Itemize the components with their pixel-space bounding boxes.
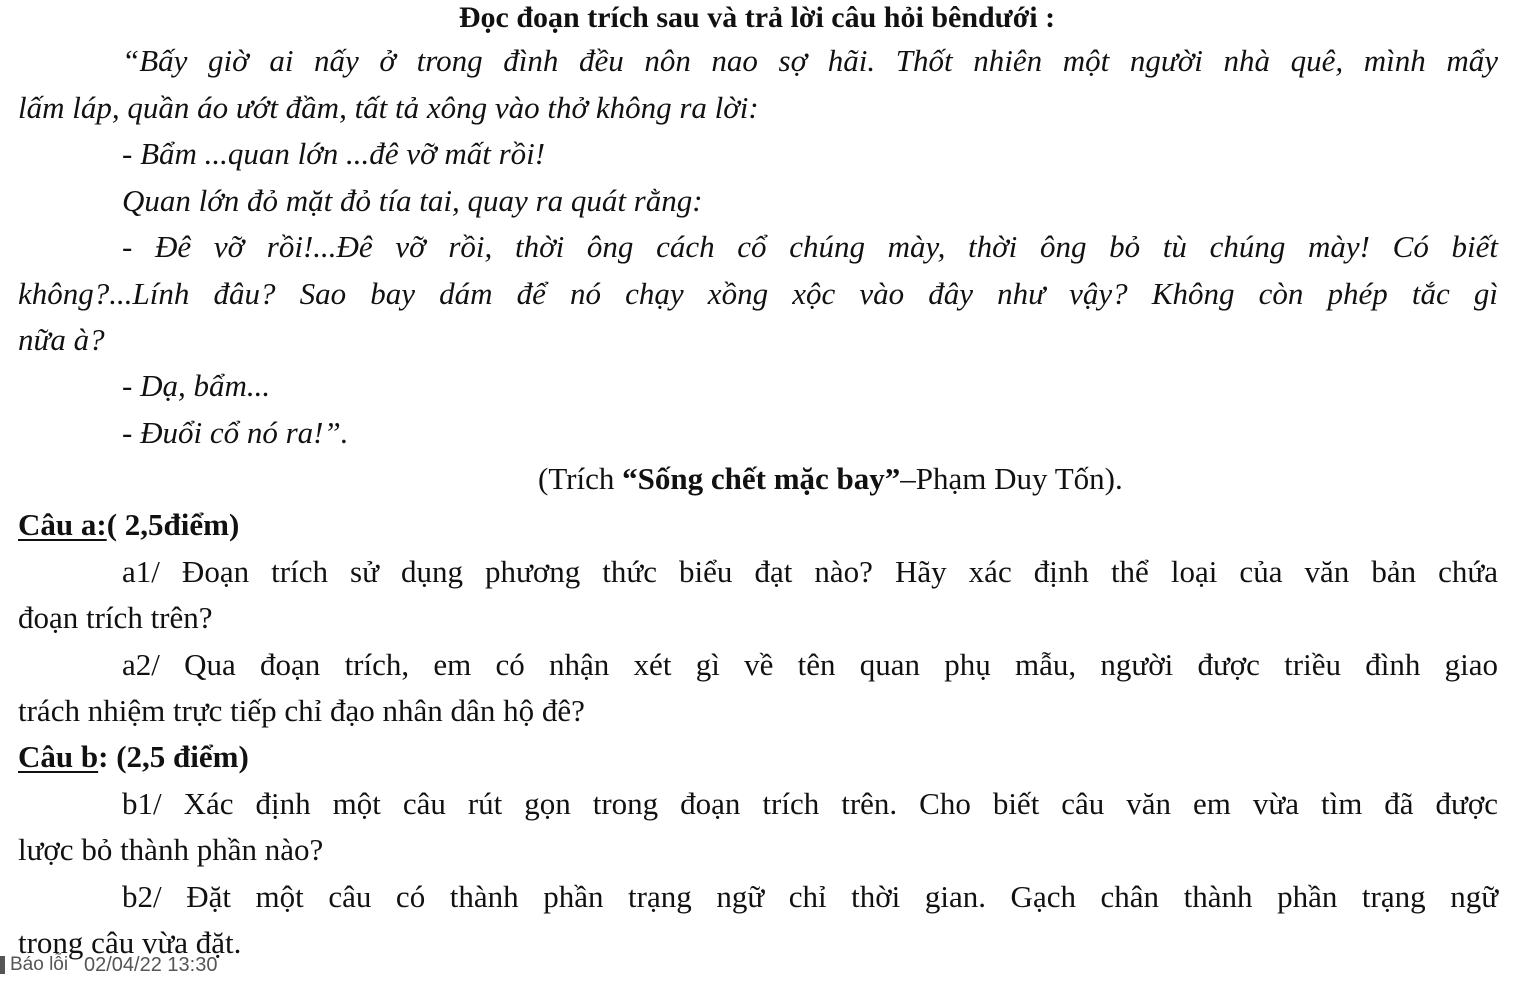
question-a-heading <box>18 507 239 543</box>
passage-line: - Bẩm ...quan lớn ...đê vỡ mất rồi! <box>122 136 546 171</box>
question-a1-line: a1/ Đoạn trích sử dụng phương thức biểu đạt nào? Hãy xác định thể loại của văn bản chứa <box>122 554 1498 589</box>
question-a-points: ( 2,5điểm) <box>106 507 240 542</box>
question-b-points: : (2,5 điểm) <box>98 739 249 774</box>
passage-line: nữa à? <box>18 322 105 357</box>
report-marker <box>0 956 5 974</box>
question-a-label: Câu a: <box>18 507 107 542</box>
passage-line: lấm láp, quần áo ướt đầm, tất tả xông vào thở không ra lời: <box>18 90 759 125</box>
passage-line: - Đê vỡ rồi!...Đê vỡ rồi, thời ông cách cổ chúng mày, thời ông bỏ tù chúng mày! Có biết <box>122 229 1498 264</box>
passage-line: - Đuổi cổ nó ra!”. <box>122 415 349 450</box>
passage-line: “Bấy giờ ai nấy ở trong đình đều nôn nao sợ hãi. Thốt nhiên một người nhà quê, mình mẩy <box>122 43 1498 78</box>
question-a1-line: đoạn trích trên? <box>18 600 213 635</box>
timestamp: 02/04/22 13:30 <box>84 954 218 976</box>
citation-work: “Sống chết mặc bay” <box>622 461 901 496</box>
question-b1-line: lược bỏ thành phần nào? <box>18 832 324 867</box>
question-b2-line: b2/ Đặt một câu có thành phần trạng ngữ chỉ thời gian. Gạch chân thành phần trạng ngữ <box>122 879 1498 914</box>
question-a2-line: a2/ Qua đoạn trích, em có nhận xét gì về tên quan phụ mẫu, người được triều đình giao <box>122 647 1498 682</box>
citation <box>538 461 1123 497</box>
question-a2-line: trách nhiệm trực tiếp chỉ đạo nhân dân hộ đê? <box>18 693 585 728</box>
citation-suffix: –Phạm Duy Tốn). <box>900 461 1123 496</box>
passage-line: Quan lớn đỏ mặt đỏ tía tai, quay ra quát rằng: <box>122 183 703 218</box>
citation-prefix: (Trích <box>538 461 623 496</box>
passage-line: không?...Lính đâu? Sao bay dám để nó chạy xồng xộc vào đây như vậy? Không còn phép tắc gì <box>18 276 1498 311</box>
question-b1-line: b1/ Xác định một câu rút gọn trong đoạn trích trên. Cho biết câu văn em vừa tìm đã được <box>122 786 1498 821</box>
passage-line: - Dạ, bẩm... <box>122 368 271 403</box>
question-b2-line: trong câu vừa đặt. <box>18 925 242 960</box>
report-bar <box>0 954 270 976</box>
question-b-label: Câu b <box>18 739 99 774</box>
document-title: Đọc đoạn trích sau và trả lời câu hỏi bêndưới : <box>458 1 1056 34</box>
report-error-link[interactable]: Báo lỗi <box>10 954 69 975</box>
question-b-heading <box>18 739 249 775</box>
